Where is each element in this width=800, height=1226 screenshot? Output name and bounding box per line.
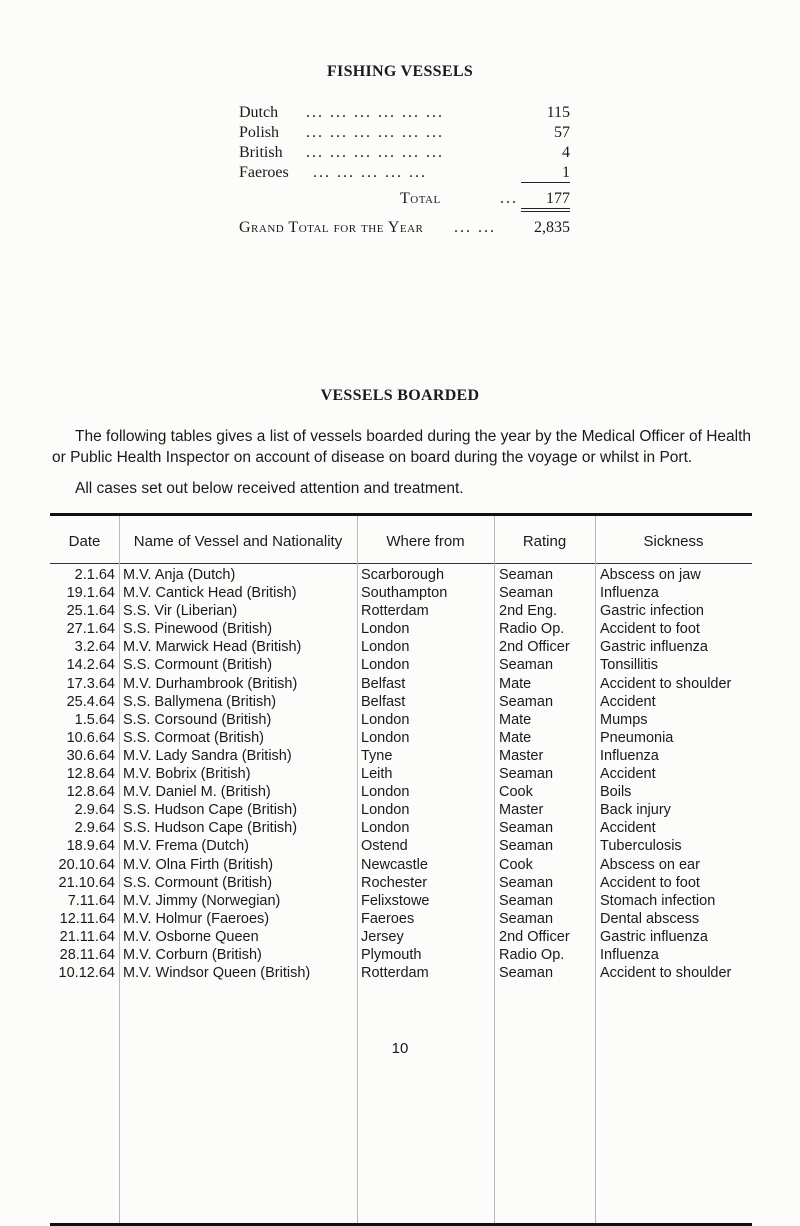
cell-vessel: S.S. Cormoat (British) <box>123 729 264 746</box>
table-row <box>50 620 752 638</box>
header-date: Date <box>68 533 101 550</box>
grand-total-label: Grand Total for the Year <box>239 219 424 236</box>
cell-date: 25.4.64 <box>66 693 115 710</box>
cell-where-from: London <box>361 711 410 728</box>
header-where-from: Where from <box>386 533 465 550</box>
cell-vessel: M.V. Anja (Dutch) <box>123 567 236 583</box>
table-row <box>50 765 752 783</box>
table-row <box>50 693 752 711</box>
cell-vessel: M.V. Jimmy (Norwegian) <box>123 892 281 909</box>
table-row <box>50 711 752 729</box>
cell-sickness: Accident to foot <box>600 621 700 638</box>
cell-sickness: Accident <box>600 820 656 837</box>
cell-sickness: Abscess on jaw <box>600 567 701 583</box>
cell-vessel: M.V. Lady Sandra (British) <box>123 747 292 764</box>
header-rating: Rating <box>522 533 567 550</box>
cell-where-from: London <box>361 784 410 801</box>
cell-rating: Seaman <box>499 838 554 855</box>
cell-date: 1.5.64 <box>74 711 115 728</box>
table-row <box>50 675 752 693</box>
leader-dots: ... ... <box>454 219 496 236</box>
table-row <box>50 584 752 602</box>
cell-date: 2.9.64 <box>74 802 115 819</box>
cell-where-from: Felixstowe <box>361 892 430 909</box>
cell-vessel: S.S. Hudson Cape (British) <box>123 820 298 837</box>
cell-vessel: S.S. Ballymena (British) <box>123 693 277 710</box>
cell-rating: Mate <box>499 729 532 746</box>
leader-dots: ... ... ... ... ... ... <box>306 144 444 161</box>
table-row <box>50 910 752 928</box>
cell-date: 7.11.64 <box>67 892 115 909</box>
cell-rating: Master <box>499 747 544 764</box>
fishing-vessels-heading: FISHING VESSELS <box>326 63 474 80</box>
cell-vessel: S.S. Cormount (British) <box>123 874 273 891</box>
cell-where-from: Newcastle <box>361 856 428 873</box>
cell-date: 3.2.64 <box>74 639 115 656</box>
table-row <box>50 928 752 946</box>
table-top-rule <box>50 513 752 516</box>
cell-date: 12.11.64 <box>59 910 115 927</box>
cell-vessel: S.S. Cormount (British) <box>123 657 273 674</box>
cell-sickness: Pneumonia <box>600 729 674 746</box>
table-row <box>50 638 752 656</box>
table-row <box>50 566 752 584</box>
cell-sickness: Accident <box>600 693 656 710</box>
cell-sickness: Mumps <box>600 711 648 728</box>
cell-date: 30.6.64 <box>66 747 115 764</box>
cell-rating: Seaman <box>499 657 554 674</box>
cell-where-from: Tyne <box>361 747 393 764</box>
cell-where-from: Plymouth <box>361 946 422 963</box>
cell-date: 20.10.64 <box>58 856 115 873</box>
cell-vessel: M.V. Olna Firth (British) <box>123 856 274 873</box>
cell-date: 18.9.64 <box>66 838 115 855</box>
cell-rating: Master <box>499 802 544 819</box>
subtotal-rule <box>521 182 570 183</box>
cell-date: 27.1.64 <box>66 621 115 638</box>
cell-where-from: Leith <box>361 766 393 783</box>
vessels-boarded-heading: VESSELS BOARDED <box>320 387 480 404</box>
fishing-row-value: 1 <box>562 164 570 181</box>
table-row <box>50 837 752 855</box>
grand-total-value: 2,835 <box>534 219 570 236</box>
cell-where-from: Jersey <box>361 928 404 945</box>
cell-where-from: Belfast <box>361 693 406 710</box>
table-row <box>50 892 752 910</box>
cell-vessel: M.V. Corburn (British) <box>123 946 262 963</box>
cell-where-from: London <box>361 729 410 746</box>
cell-sickness: Gastric influenza <box>600 639 708 656</box>
cell-sickness: Gastric influenza <box>600 928 708 945</box>
cell-vessel: M.V. Bobrix (British) <box>123 766 251 783</box>
cell-rating: Seaman <box>499 820 554 837</box>
table-row <box>50 856 752 874</box>
cell-rating: Seaman <box>499 892 554 909</box>
table-row <box>50 819 752 837</box>
cell-date: 19.1.64 <box>66 585 115 602</box>
cell-sickness: Dental abscess <box>600 910 700 927</box>
leader-dots: ... ... ... ... ... ... <box>306 124 444 141</box>
table-row <box>50 783 752 801</box>
cell-sickness: Back injury <box>600 802 671 819</box>
cell-sickness: Accident <box>600 766 656 783</box>
header-sickness: Sickness <box>643 533 704 550</box>
cell-vessel: S.S. Corsound (British) <box>123 711 272 728</box>
cell-sickness: Influenza <box>600 946 659 963</box>
cell-vessel: S.S. Pinewood (British) <box>123 621 273 638</box>
fishing-row-label: Dutch <box>239 104 279 121</box>
cell-date: 14.2.64 <box>66 657 115 674</box>
cell-vessel: S.S. Hudson Cape (British) <box>123 802 298 819</box>
cell-vessel: M.V. Cantick Head (British) <box>123 585 297 602</box>
cell-vessel: M.V. Durhambrook (British) <box>123 675 298 692</box>
cell-date: 12.8.64 <box>66 784 115 801</box>
cell-date: 2.1.64 <box>74 567 115 583</box>
cell-where-from: London <box>361 621 410 638</box>
intro-line-1: The following tables gives a list of vessels boarded during the year by the Medical Officer of Health <box>75 428 752 445</box>
cell-sickness: Stomach infection <box>600 892 716 909</box>
total-rule-top <box>521 208 570 209</box>
cell-date: 12.8.64 <box>66 766 115 783</box>
cell-where-from: London <box>361 639 410 656</box>
fishing-row-label: Polish <box>239 124 280 141</box>
cell-sickness: Accident to shoulder <box>600 965 732 982</box>
cell-rating: Seaman <box>499 766 554 783</box>
cell-sickness: Boils <box>600 784 632 801</box>
table-row <box>50 729 752 747</box>
fishing-total-label: Total <box>400 190 441 207</box>
table-row <box>50 874 752 892</box>
cell-where-from: Scarborough <box>361 567 445 583</box>
fishing-row-label: Faeroes <box>239 164 289 181</box>
cell-sickness: Influenza <box>600 747 659 764</box>
cell-date: 21.11.64 <box>59 928 115 945</box>
cell-sickness: Accident to foot <box>600 874 700 891</box>
cell-rating: 2nd Officer <box>499 928 570 945</box>
table-row <box>50 747 752 765</box>
cell-sickness: Tonsillitis <box>600 657 659 674</box>
cell-sickness: Tuberculosis <box>600 838 682 855</box>
cell-vessel: M.V. Frema (Dutch) <box>123 838 249 855</box>
cell-where-from: Rotterdam <box>361 965 429 982</box>
intro-line-2: or Public Health Inspector on account of disease on board during the voyage or whilst in Port. <box>52 449 693 466</box>
cell-date: 21.10.64 <box>58 874 115 891</box>
cell-rating: Cook <box>499 856 533 873</box>
cell-rating: Seaman <box>499 693 554 710</box>
cell-sickness: Influenza <box>600 585 659 602</box>
cell-sickness: Abscess on ear <box>600 856 700 873</box>
table-row <box>50 801 752 819</box>
cell-rating: Radio Op. <box>499 946 565 963</box>
cell-rating: Seaman <box>499 567 554 583</box>
cell-sickness: Accident to shoulder <box>600 675 732 692</box>
cell-vessel: M.V. Marwick Head (British) <box>123 639 302 656</box>
cell-rating: 2nd Officer <box>499 639 570 656</box>
table-body <box>50 566 752 982</box>
total-rule-bottom <box>521 211 570 212</box>
cell-where-from: London <box>361 802 410 819</box>
header-vessel: Name of Vessel and Nationality <box>133 533 343 550</box>
cell-rating: Seaman <box>499 910 554 927</box>
cell-where-from: Belfast <box>361 675 406 692</box>
page-number: 10 <box>391 1040 409 1057</box>
fishing-row-value: 115 <box>546 104 570 121</box>
cell-rating: Seaman <box>499 874 554 891</box>
table-row <box>50 656 752 674</box>
leader-dots: ... ... ... ... ... ... <box>306 104 444 121</box>
cell-date: 10.6.64 <box>66 729 115 746</box>
cell-rating: Seaman <box>499 585 554 602</box>
cell-where-from: London <box>361 657 410 674</box>
leader-dots: ... ... ... ... ... <box>313 164 427 181</box>
cell-vessel: S.S. Vir (Liberian) <box>123 603 238 620</box>
cell-sickness: Gastric infection <box>600 603 704 620</box>
table-row <box>50 964 752 982</box>
cell-rating: Cook <box>499 784 533 801</box>
cell-rating: Seaman <box>499 965 554 982</box>
cell-where-from: London <box>361 820 410 837</box>
cell-rating: 2nd Eng. <box>499 603 558 620</box>
cell-date: 28.11.64 <box>59 946 115 963</box>
intro-paragraph-2: All cases set out below received attention and treatment. <box>75 480 464 497</box>
cell-date: 17.3.64 <box>66 675 115 692</box>
fishing-row-label: British <box>239 144 283 161</box>
cell-vessel: M.V. Holmur (Faeroes) <box>123 910 270 927</box>
cell-vessel: M.V. Windsor Queen (British) <box>123 965 311 982</box>
cell-where-from: Ostend <box>361 838 408 855</box>
cell-date: 10.12.64 <box>58 965 115 982</box>
fishing-row-value: 4 <box>562 144 570 161</box>
fishing-total-value: 177 <box>546 190 570 207</box>
cell-date: 25.1.64 <box>66 603 115 620</box>
table-row <box>50 602 752 620</box>
cell-vessel: M.V. Osborne Queen <box>123 928 259 945</box>
cell-rating: Radio Op. <box>499 621 565 638</box>
cell-where-from: Southampton <box>361 585 448 602</box>
cell-where-from: Rochester <box>361 874 428 891</box>
cell-vessel: M.V. Daniel M. (British) <box>123 784 271 801</box>
cell-date: 2.9.64 <box>74 820 115 837</box>
leader-dots: ... <box>500 190 518 207</box>
cell-rating: Mate <box>499 711 532 728</box>
cell-where-from: Rotterdam <box>361 603 429 620</box>
table-row <box>50 946 752 964</box>
cell-rating: Mate <box>499 675 532 692</box>
fishing-row-value: 57 <box>554 124 570 141</box>
table-header-rule <box>50 563 752 564</box>
cell-where-from: Faeroes <box>361 910 415 927</box>
